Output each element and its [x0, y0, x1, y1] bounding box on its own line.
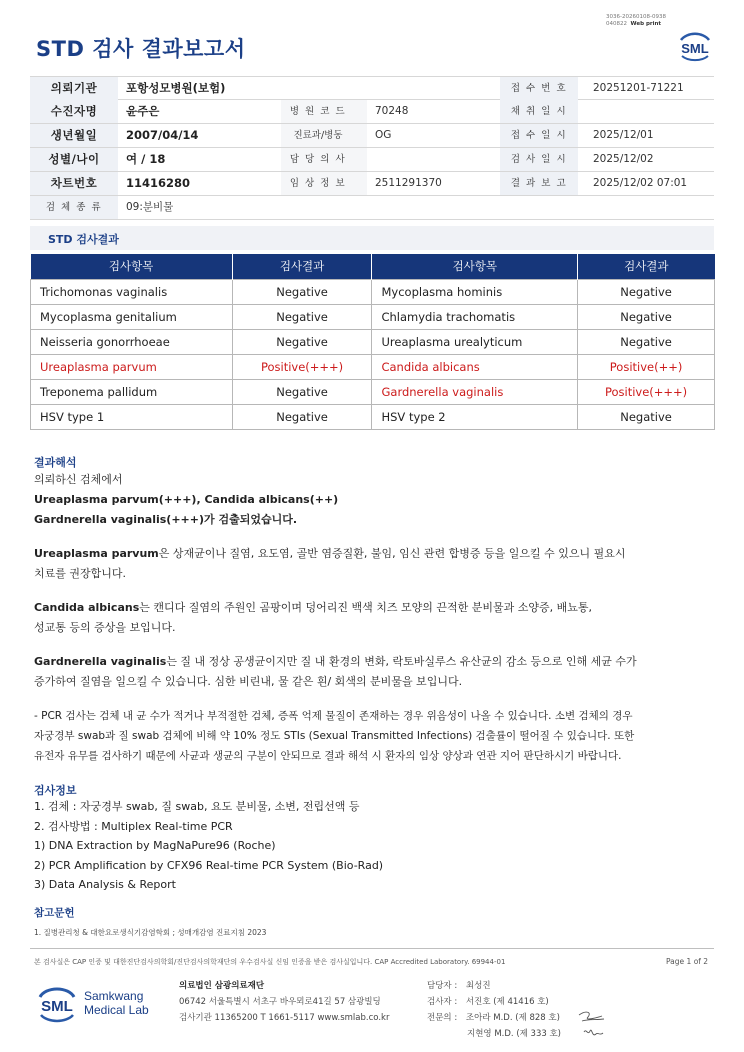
col-header: 검사결과	[578, 254, 715, 279]
value-report: 2025/12/02 07:01	[593, 177, 688, 189]
label-report: 결 과 보 고	[500, 172, 578, 195]
staff-name: 지현영 M.D. (제 333 호)	[467, 1029, 562, 1039]
value-hospital-code: 70248	[375, 105, 409, 117]
info-row	[30, 196, 714, 220]
org-address: 06742 서울특별시 서초구 바우뫼로41길 57 삼광빌딩	[179, 997, 381, 1007]
sml-logo-icon	[676, 28, 714, 62]
test-item: Chlamydia trachomatis	[372, 304, 578, 329]
test-item-positive: Ureaplasma parvum	[31, 354, 233, 379]
page-number: Page 1 of 2	[666, 957, 709, 966]
org-name: 의료법인 삼광의료재단	[179, 981, 265, 991]
cert-note: 본 검사실은 CAP 인증 및 대한진단검사의학회/진단검사의학재단의 우수검사실 신임 인증을 받은 검사실입니다. CAP Accredited Laboratory. 69944-01	[34, 958, 506, 966]
value-clinical: 2511291370	[375, 177, 442, 189]
value-chart: 11416280	[126, 176, 191, 190]
col-header: 검사결과	[232, 254, 372, 279]
table-row	[31, 279, 715, 304]
interp-term: Candida albicans	[34, 601, 140, 614]
footer-divider	[30, 948, 714, 949]
staff-label: 전문의 :	[427, 1013, 458, 1023]
list-item: 1) DNA Extraction by MagNaPure96 (Roche)	[34, 839, 276, 853]
info-row	[30, 172, 714, 196]
value-specimen: 09:분비물	[126, 201, 174, 213]
test-item: Ureaplasma urealyticum	[372, 329, 578, 354]
test-item: Trichomonas vaginalis	[31, 279, 233, 304]
interp-text: 는 캔디다 질염의 주원인 곰팡이며 덩어리진 백색 치즈 모양의 끈적한 분비물과 소양증, 배뇨통,	[139, 601, 593, 614]
interp-term: Gardnerella vaginalis	[34, 655, 167, 668]
label-dept: 진료과/병동	[293, 130, 343, 141]
test-result: Negative	[578, 279, 715, 304]
staff-name: 조아라 M.D. (제 828 호)	[465, 1013, 560, 1023]
label-collect-date: 채 취 일 시	[500, 100, 578, 123]
interp-text: 성교통 등의 증상을 보입니다.	[34, 621, 176, 634]
interpretation-heading: 결과해석	[34, 456, 77, 469]
value-sex-age: 여 / 18	[126, 152, 166, 166]
info-row	[30, 124, 714, 148]
test-item-positive: Candida albicans	[372, 354, 578, 379]
label-doctor: 담 당 의 사	[289, 154, 347, 165]
test-result-positive: Positive(+++)	[578, 379, 715, 404]
test-result: Negative	[232, 379, 372, 404]
logo-name-line: Medical Lab	[84, 1003, 149, 1017]
page-title: STD 검사 결과보고서	[36, 37, 246, 61]
interp-text: Ureaplasma parvum(+++), Candida albicans(++)	[34, 493, 339, 506]
info-row	[30, 148, 714, 172]
label-specimen: 검 체 종 류	[30, 196, 118, 219]
staff-label: 검사자 :	[427, 997, 458, 1007]
test-result: Negative	[578, 329, 715, 354]
test-item: Treponema pallidum	[31, 379, 233, 404]
interp-text: 은 상재균이나 질염, 요도염, 골반 염증질환, 불임, 임신 관련 합병증 등을 일으킬 수 있으니 필요시	[158, 547, 626, 560]
results-section-header	[30, 226, 714, 250]
value-dept: OG	[375, 129, 392, 141]
interp-text: 치료를 권장합니다.	[34, 567, 127, 580]
test-item-positive: Gardnerella vaginalis	[372, 379, 578, 404]
value-receipt-no: 20251201-71221	[593, 82, 684, 94]
svg-text:SML: SML	[41, 998, 73, 1015]
list-item: 1. 검체 : 자궁경부 swab, 질 swab, 요도 분비물, 소변, 전립선액 등	[34, 800, 360, 813]
test-result: Negative	[232, 304, 372, 329]
interp-text: 유전자 유무를 검사하기 때문에 사균과 생균의 구분이 안되므로 결과 해석 시 환자의 임상 양상과 연관 지어 판단하시기 바랍니다.	[34, 750, 622, 762]
label-patient: 수진자명	[30, 100, 118, 123]
test-item: HSV type 1	[31, 404, 233, 429]
patient-info-table	[30, 76, 714, 220]
info-row	[30, 100, 714, 124]
label-receipt-no: 접 수 번 호	[500, 77, 578, 100]
label-chart: 차트번호	[30, 172, 118, 195]
value-requester: 포항성모병원(보험)	[126, 81, 226, 95]
test-result: Negative	[232, 279, 372, 304]
test-info-list	[34, 797, 714, 895]
interp-text: 자궁경부 swab과 질 swab 검체에 비해 약 10% 정도 STIs (Sexual Transmitted Infections) 검출률이 떨어질 수 있습니다. 또한	[34, 730, 635, 742]
footer-logo-name	[84, 989, 149, 1017]
interp-text: Gardnerella vaginalis(+++)가 검출되었습니다.	[34, 513, 298, 526]
print-code: 3036-20260108-0938 040822 Web print	[606, 14, 666, 27]
results-section-title: STD 검사결과	[48, 233, 119, 246]
logo-name-line: Samkwang	[84, 989, 144, 1003]
test-result-positive: Positive(+++)	[232, 354, 372, 379]
col-header: 검사항목	[372, 254, 578, 279]
test-item: Mycoplasma hominis	[372, 279, 578, 304]
results-header-row	[31, 254, 715, 279]
label-clinical: 임 상 정 보	[289, 178, 347, 189]
sml-logo-icon	[36, 983, 78, 1025]
col-header: 검사항목	[31, 254, 233, 279]
label-sex-age: 성별/나이	[30, 148, 118, 171]
interp-text: - PCR 검사는 검체 내 균 수가 적거나 부적절한 검체, 증폭 억제 물질이 존재하는 경우 위음성이 나올 수 있습니다. 소변 검체의 경우	[34, 710, 633, 722]
table-row	[31, 329, 715, 354]
value-birth: 2007/04/14	[126, 128, 199, 142]
value-collect-date	[585, 100, 714, 123]
signature-icon	[576, 1006, 610, 1042]
table-row	[31, 354, 715, 379]
test-item: HSV type 2	[372, 404, 578, 429]
list-item: 3) Data Analysis & Report	[34, 878, 176, 892]
value-receipt-date: 2025/12/01	[593, 129, 654, 141]
org-info	[179, 978, 389, 1026]
label-receipt-date: 접 수 일 시	[500, 124, 578, 147]
test-result-positive: Positive(++)	[578, 354, 715, 379]
label-hospital-code: 병 원 코 드	[289, 106, 347, 117]
interp-text: 증가하여 질염을 일으킬 수 있습니다. 심한 비린내, 물 같은 흰/ 회색의 분비물을 보입니다.	[34, 675, 463, 688]
table-row	[31, 379, 715, 404]
staff-label: 담당자 :	[427, 981, 458, 991]
staff-info	[427, 978, 561, 1042]
info-row	[30, 76, 714, 100]
test-item: Mycoplasma genitalium	[31, 304, 233, 329]
results-table	[30, 254, 715, 430]
list-item: 2. 검사방법 : Multiplex Real-time PCR	[34, 819, 233, 833]
test-result: Negative	[578, 304, 715, 329]
value-test-date: 2025/12/02	[593, 153, 654, 165]
org-contact: 검사기관 11365200 T 1661-5117 www.smlab.co.kr	[179, 1013, 390, 1023]
staff-name: 최성진	[465, 981, 491, 991]
interp-term: Ureaplasma parvum	[34, 547, 159, 560]
label-test-date: 검 사 일 시	[500, 148, 578, 171]
interp-text: 의뢰하신 검체에서	[34, 473, 123, 486]
interpretation-block	[34, 470, 714, 766]
label-requester: 의뢰기관	[30, 77, 118, 100]
table-row	[31, 404, 715, 429]
staff-name: 서진호 (제 41416 호)	[465, 997, 549, 1007]
test-item: Neisseria gonorrhoeae	[31, 329, 233, 354]
test-result: Negative	[578, 404, 715, 429]
interp-text: 는 질 내 정상 공생균이지만 질 내 환경의 변화, 락토바실루스 유산균의 감소 등으로 인해 세균 수가	[166, 655, 637, 668]
test-result: Negative	[232, 329, 372, 354]
svg-text:SML: SML	[681, 41, 709, 56]
references-heading: 참고문헌	[34, 907, 75, 919]
list-item: 2) PCR Amplification by CFX96 Real-time PCR System (Bio-Rad)	[34, 858, 384, 872]
reference-item: 1. 질병관리청 & 대한요로생식기감염학회 ; 성매개감염 진료지침 2023	[34, 928, 267, 937]
table-row	[31, 304, 715, 329]
test-info-heading: 검사정보	[34, 784, 77, 797]
value-patient: 윤주은	[126, 104, 160, 118]
test-result: Negative	[232, 404, 372, 429]
label-birth: 생년월일	[30, 124, 118, 147]
